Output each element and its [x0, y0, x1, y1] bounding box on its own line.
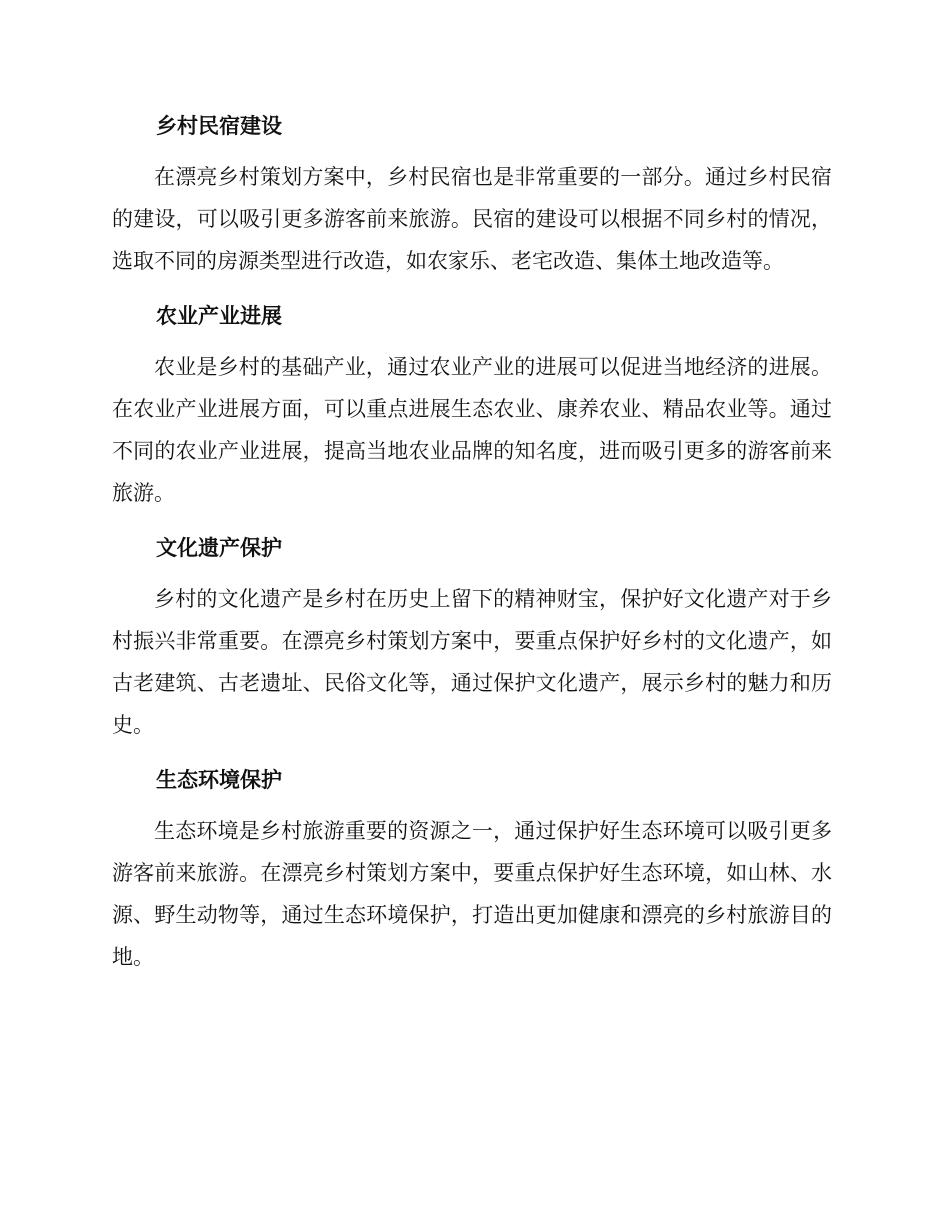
section-paragraph-agriculture: 农业是乡村的基础产业，通过农业产业的进展可以促进当地经济的进展。在农业产业进展方面，可以重点进展生态农业、康养农业、精品农业等。通过不同的农业产业进展，提高当地农业品牌的知名度，进而吸引更多的游客前来旅游。 — [112, 355, 832, 505]
document-body — [112, 105, 832, 991]
section-paragraph-ecology: 生态环境是乡村旅游重要的资源之一，通过保护好生态环境可以吸引更多游客前来旅游。在漂亮乡村策划方案中，要重点保护好生态环境，如山林、水源、野生动物等，通过生态环境保护，打造出更加健康和漂亮的乡村旅游目的地。 — [112, 819, 832, 969]
section-heading-agriculture: 农业产业进展 — [156, 304, 282, 328]
section-heading-homestay: 乡村民宿建设 — [156, 114, 282, 138]
section-heading-cultural-heritage: 文化遗产保护 — [156, 536, 282, 560]
section-paragraph-homestay: 在漂亮乡村策划方案中，乡村民宿也是非常重要的一部分。通过乡村民宿的建设，可以吸引更多游客前来旅游。民宿的建设可以根据不同乡村的情况，选取不同的房源类型进行改造，如农家乐、老宅改造、集体土地改造等。 — [112, 165, 832, 273]
section-paragraph-cultural-heritage: 乡村的文化遗产是乡村在历史上留下的精神财宝，保护好文化遗产对于乡村振兴非常重要。在漂亮乡村策划方案中，要重点保护好乡村的文化遗产，如古老建筑、古老遗址、民俗文化等，通过保护文化遗产，展示乡村的魅力和历史。 — [112, 587, 832, 737]
section-heading-ecology: 生态环境保护 — [156, 768, 282, 792]
